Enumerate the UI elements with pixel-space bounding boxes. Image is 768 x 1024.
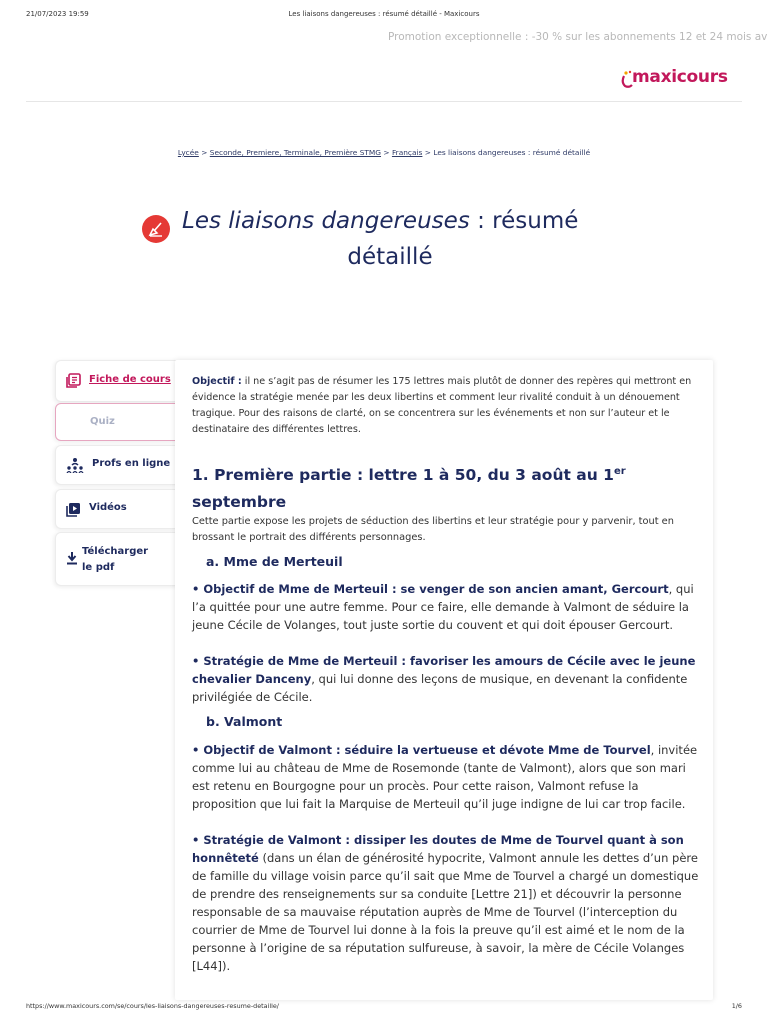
section-1-title: 1. Première partie : lettre 1 à 50, du 3 août au 1	[192, 466, 614, 484]
tab-quiz-label: Quiz	[90, 416, 115, 427]
download-icon	[66, 551, 78, 565]
section-1-heading	[192, 462, 702, 516]
breadcrumb-separator: >	[201, 148, 208, 157]
breadcrumb-separator: >	[383, 148, 390, 157]
print-page-title: Les liaisons dangereuses : résumé détaillé - Maxicours	[288, 10, 480, 18]
course-sheet-icon	[66, 373, 81, 388]
literature-icon	[142, 215, 170, 243]
footer-url: https://www.maxicours.com/se/cours/les-liaisons-dangereuses-resume-detaille/	[26, 1002, 279, 1010]
tab-profs-label: Profs en ligne	[92, 458, 171, 469]
tab-profs-en-ligne[interactable]	[55, 445, 178, 485]
teachers-network-icon	[66, 457, 84, 473]
valmont-strategy	[192, 831, 702, 975]
valmont-objective-bold: • Objectif de Valmont : séduire la vertueuse et dévote Mme de Tourvel	[192, 743, 651, 757]
logo-text: maxicours	[632, 67, 728, 87]
tab-fiche-de-cours[interactable]	[55, 360, 177, 402]
breadcrumb-current: Les liaisons dangereuses : résumé détaillé	[433, 148, 591, 157]
promo-banner[interactable]: Promotion exceptionnelle : -30 % sur les abonnements 12 et 24 mois av	[388, 31, 768, 43]
tab-download-pdf[interactable]	[55, 532, 178, 586]
tab-videos[interactable]	[55, 489, 178, 529]
merteuil-strategy-bold: • Stratégie de Mme de Merteuil : favoriser les amours de Cécile avec le jeune chevalier Danceny	[192, 654, 696, 686]
tab-download-line-1: Télécharger	[82, 546, 149, 557]
title-rest: : résumé	[469, 208, 579, 234]
objective-text: il ne s’agit pas de résumer les 175 lettres mais plutôt de donner des repères qui mettront en évidence la stratégie menée par les deux libertins et comment leur rivalité conduit à un dénouement tragique. Pour des raisons de clarté, on se concentrera sur les événements et non sur l’auteur et le destinataire des différentes lettres.	[192, 376, 692, 435]
tab-quiz[interactable]	[55, 403, 178, 441]
tab-fiche-label: Fiche de cours	[89, 374, 171, 385]
maxicours-logo[interactable]	[620, 66, 728, 96]
title-line-2: détaillé	[347, 244, 433, 270]
header-divider	[26, 101, 742, 102]
tab-download-label	[82, 544, 148, 576]
print-footer	[0, 1002, 768, 1012]
merteuil-objective-text: , qui l’a quittée pour une autre femme. Pour ce faire, elle demande à Valmont de séduire la jeune Cécile de Volanges, tout juste sortie du couvent et qui doit épouser Gercourt.	[192, 582, 694, 632]
title-line-1	[182, 208, 578, 234]
section-1-title-end: septembre	[192, 493, 287, 511]
breadcrumb-francais[interactable]: Français	[391, 148, 423, 157]
valmont-strategy-bold: • Stratégie de Valmont : dissiper les doutes de Mme de Tourvel quant à son honnêteté	[192, 833, 684, 865]
subheading-merteuil: a. Mme de Merteuil	[206, 554, 343, 569]
breadcrumb-levels[interactable]: Seconde, Premiere, Terminale, Première STMG	[209, 148, 382, 157]
merteuil-strategy-text: , qui lui donne des leçons de musique, en devenant la confidente privilégiée de Cécile.	[192, 672, 688, 704]
merteuil-objective	[192, 580, 702, 634]
tab-videos-label: Vidéos	[89, 502, 127, 513]
tab-download-line-2: le pdf	[82, 562, 115, 573]
section-1-intro: Cette partie expose les projets de séduction des libertins et leur stratégie pour y parvenir, tout en brossant le portrait des différents personnages.	[192, 516, 674, 543]
valmont-strategy-text: (dans un élan de générosité hypocrite, Valmont annule les dettes d’un père de famille du village voisin parce qu’il sait que Mme de Tourvel a chargé un domestique de prendre des renseignements sur sa conduite [Lettre 21]) et découvrir la personne responsable de sa mauvaise réputation auprès de Mme de Tourvel (l’interception du courrier de Mme de Tourvel lui donne à la fois la preuve qu’il est aimé et le nom de la personne à l’origine de sa réputation sulfureuse, à savoir, la mère de Cécile Volanges [L44]).	[192, 851, 699, 973]
valmont-objective-text: , invitée comme lui au château de Mme de Rosemonde (tante de Valmont), alors que son mari est retenu en Bourgogne pour un procès. Pour cette raison, Valmont refuse la proposition que lui fait la Marquise de Merteuil qu’il juge indigne de lui car trop facile.	[192, 743, 698, 811]
video-icon	[66, 502, 81, 517]
print-header	[0, 10, 768, 22]
breadcrumb-separator: >	[424, 148, 431, 157]
print-datetime: 21/07/2023 19:59	[26, 10, 89, 18]
breadcrumb	[0, 148, 768, 157]
valmont-objective	[192, 741, 702, 813]
objective-label: Objectif :	[192, 376, 242, 387]
section-1-superscript: er	[613, 465, 626, 477]
page-title	[120, 208, 660, 278]
breadcrumb-lycee[interactable]: Lycée	[177, 148, 199, 157]
merteuil-strategy	[192, 652, 702, 706]
merteuil-objective-bold: • Objectif de Mme de Merteuil : se venger de son ancien amant, Gercourt	[192, 582, 669, 596]
title-italic: Les liaisons dangereuses	[182, 208, 470, 234]
course-content	[175, 360, 713, 1000]
subheading-valmont: b. Valmont	[206, 714, 283, 729]
footer-page-number: 1/6	[731, 1002, 742, 1010]
objective-paragraph	[192, 374, 697, 438]
